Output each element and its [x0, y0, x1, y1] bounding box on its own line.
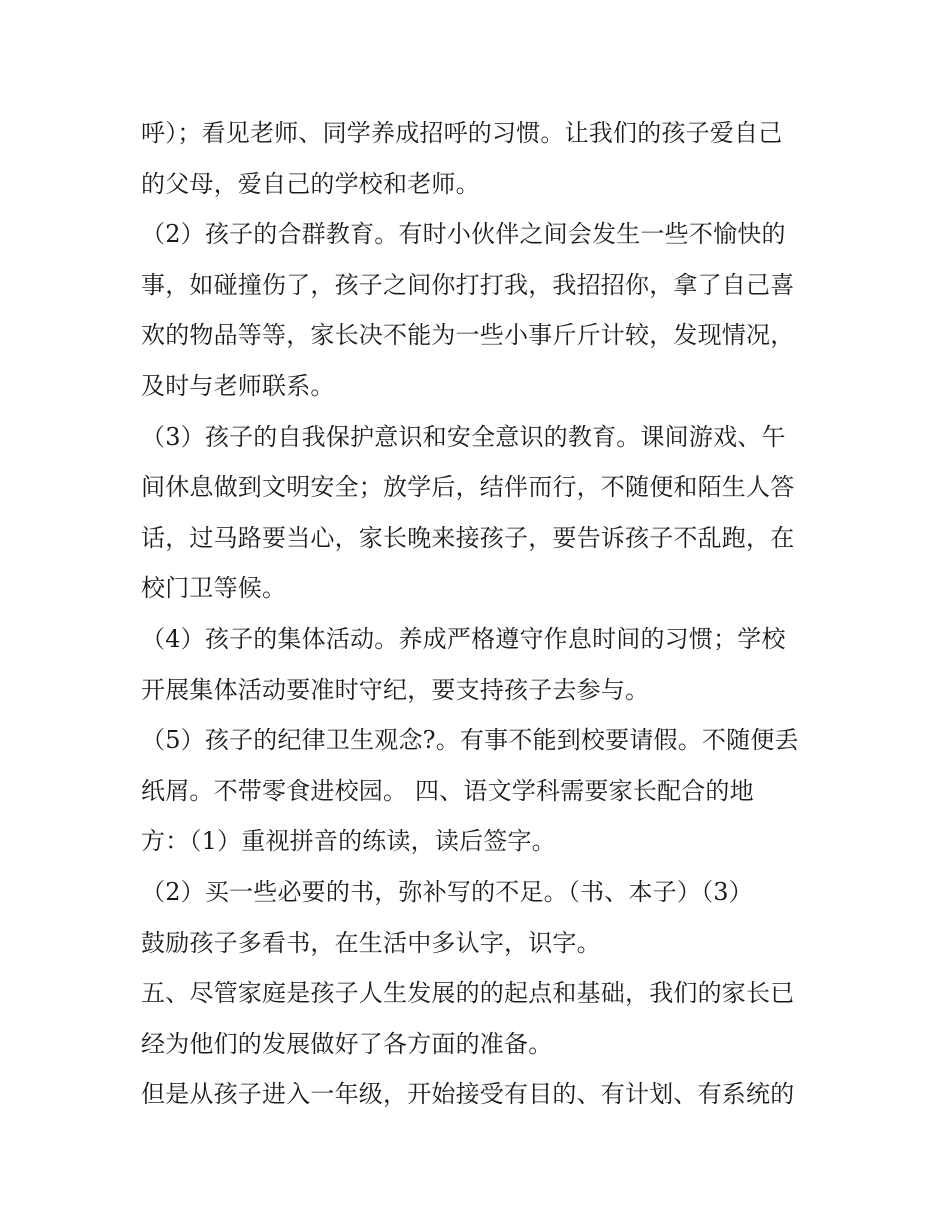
text-line: 及时与老师联系。	[141, 371, 335, 400]
text-line: （4）孩子的集体活动。养成严格遵守作息时间的习惯；学校	[141, 624, 786, 653]
text-line: 话，过马路要当心，家长晚来接孩子，要告诉孩子不乱跑，在	[141, 523, 795, 552]
text-line: 呼）；看见老师、同学养成招呼的习惯。让我们的孩子爱自己	[141, 119, 783, 147]
text-line: （2）孩子的合群教育。有时小伙伴之间会发生一些不愉快的	[141, 220, 786, 249]
text-line: 开展集体活动要准时守纪，要支持孩子去参与。	[141, 675, 650, 704]
text-line: 五、尽管家庭是孩子人生发展的的起点和基础，我们的家长已	[141, 979, 795, 1008]
text-line: 间休息做到文明安全；放学后，结伴而行，不随便和陌生人答	[141, 473, 795, 502]
text-line: （5）孩子的纪律卫生观念?。有事不能到校要请假。不随便丢	[141, 726, 799, 755]
body-text	[141, 108, 821, 1120]
text-line: （2）买一些必要的书，弥补写的不足。（书、本子）（3）	[141, 877, 753, 906]
text-line: 方：（1）重视拼音的练读，读后签字。	[141, 827, 556, 856]
text-line: 事，如碰撞伤了，孩子之间你打打我，我招招你，拿了自己喜	[141, 270, 795, 299]
text-line: 鼓励孩子多看书，在生活中多认字，识字。	[141, 928, 601, 957]
text-line: 纸屑。不带零食进校园。 四、语文学科需要家长配合的地	[141, 776, 754, 805]
text-line: （3）孩子的自我保护意识和安全意识的教育。课间游戏、午	[141, 422, 786, 451]
text-line: 欢的物品等等，家长决不能为一些小事斤斤计较，发现情况，	[141, 321, 795, 350]
text-line: 经为他们的发展做好了各方面的准备。	[141, 1029, 553, 1058]
text-line: 校门卫等候。	[141, 574, 287, 603]
text-line: 的父母，爱自己的学校和老师。	[141, 169, 480, 198]
text-line: 但是从孩子进入一年级，开始接受有目的、有计划、有系统的	[141, 1080, 795, 1109]
